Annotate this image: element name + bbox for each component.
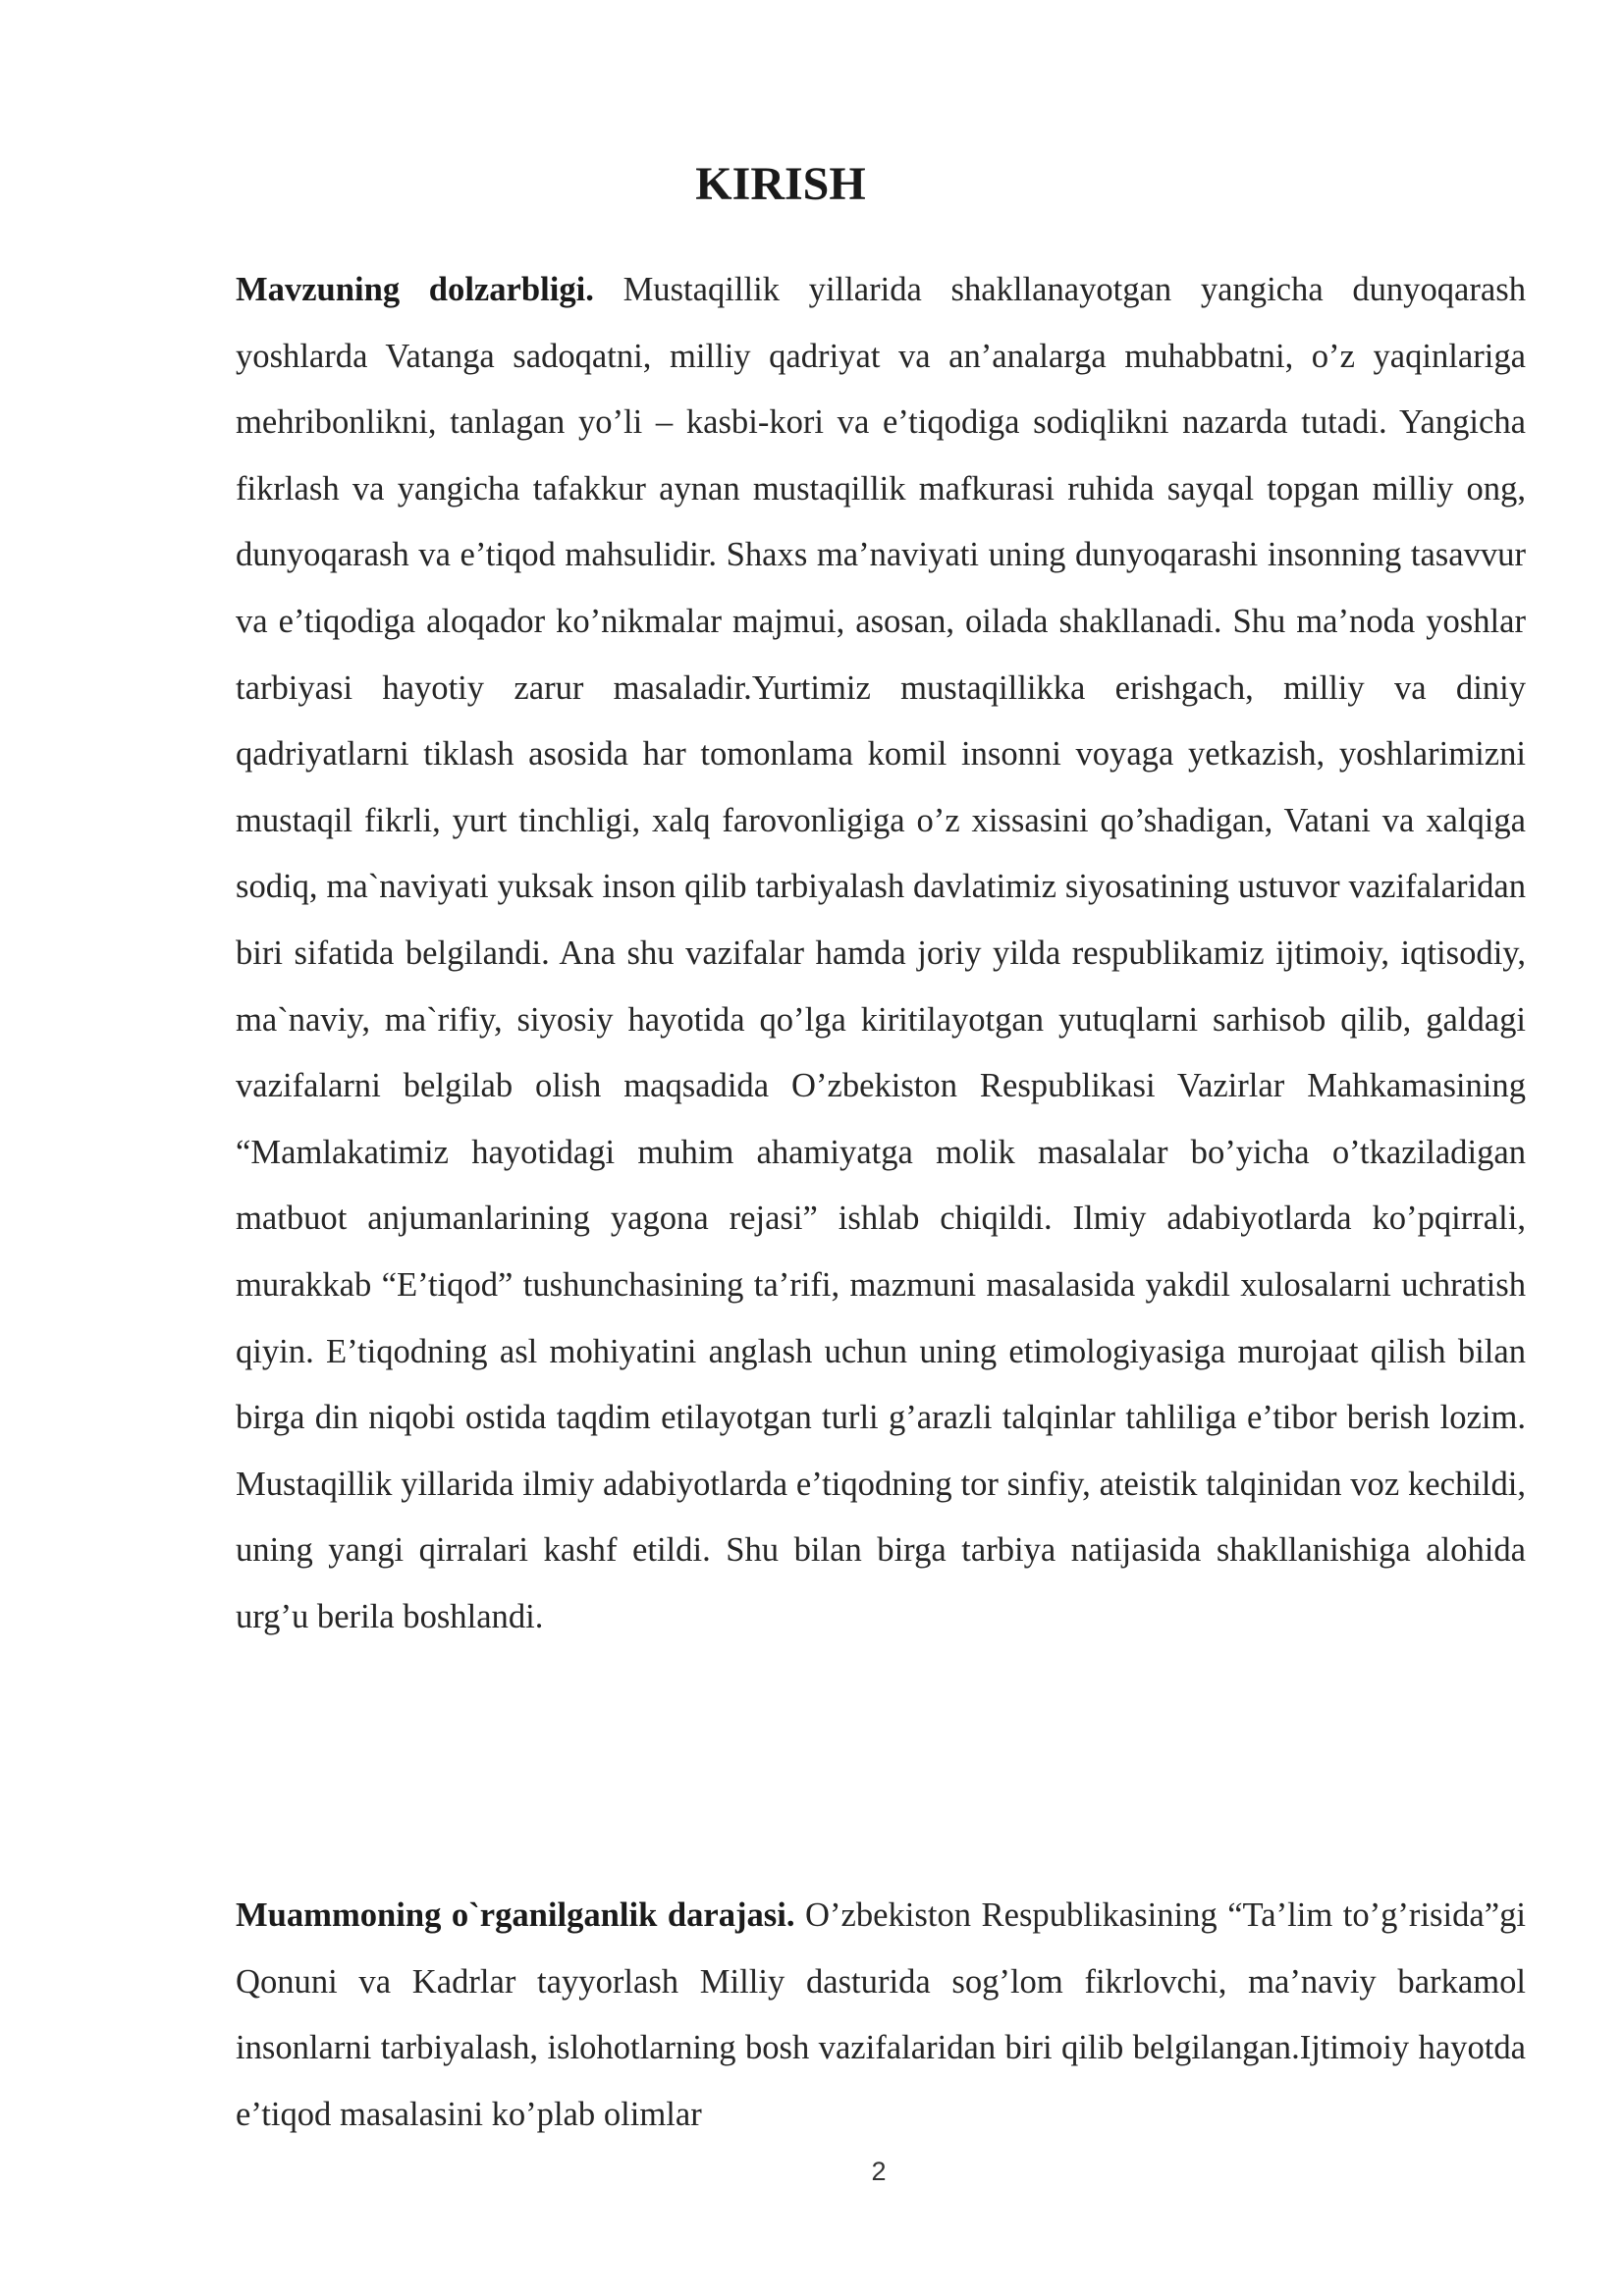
section-heading-study-degree: Muammoning o`rganilganlik darajasi.	[236, 1896, 795, 1934]
page-number: 2	[871, 2157, 887, 2186]
paragraph-study-degree-text: O’zbekiston Respublikasining “Ta’lim to’g’risida”gi Qonuni va Kadrlar tayyorlash Milliy dasturida sog’lom fikrlovchi, ma’naviy barkamol insonlarni tarbiyalash, islohotlarning bosh vazifalaridan biri qilib belgilangan.Ijtimoiy hayotda e’tiqod masalasini ko’plab olimlar	[236, 1896, 1527, 2133]
paragraph-relevance-text: Mustaqillik yillarida shakllanayotgan yangicha dunyoqarash yoshlarda Vatanga sadoqatni, milliy qadriyat va an’analarga muhabbatni, o’z yaqinlariga mehribonlikni, tanlagan yo’li – kasbi-kori va e’tiqodiga sodiqlikni nazarda tutadi. Yangicha fikrlash va yangicha tafakkur aynan mustaqillik mafkurasi ruhida sayqal topgan milliy ong, dunyoqarash va e’tiqod mahsulidir. Shaxs ma’naviyati uning dunyoqarashi insonning tasavvur va e’tiqodiga aloqador ko’nikmalar majmui, asosan, oilada shakllanadi. Shu ma’noda yoshlar tarbiyasi hayotiy zarur masaladir.Yurtimiz mustaqillikka erishgach, milliy va diniy qadriyatlarni tiklash asosida har tomonlama komil insonni voyaga yetkazish, yoshlarimizni mustaqil fikrli, yurt tinchligi, xalq farovonligiga o’z xissasini qo’shadigan, Vatani va xalqiga sodiq, ma`naviyati yuksak inson qilib tarbiyalash davlatimiz siyosatining ustuvor vazifalaridan biri sifatida belgilandi. Ana shu vazifalar hamda joriy yilda respublikamiz ijtimoiy, iqtisodiy, ma`naviy, ma`rifiy, siyosiy hayotida qo’lga kiritilayotgan yutuqlarni sarhisob qilib, galdagi vazifalarni belgilab olish maqsadida O’zbekiston Respublikasi Vazirlar Mahkamasining “Mamlakatimiz hayotidagi muhim ahamiyatga molik masalalar bo’yicha o’tkaziladigan matbuot anjumanlarining yagona rejasi” ishlab chiqildi. Ilmiy adabiyotlarda ko’pqirrali, murakkab “E’tiqod” tushunchasining ta’rifi, mazmuni masalasida yakdil xulosalarni uchratish qiyin. E’tiqodning asl mohiyatini anglash uchun uning etimologiyasiga murojaat qilish bilan birga din niqobi ostida taqdim etilayotgan turli g’arazli talqinlar tahliliga e’tibor berish lozim. Mustaqillik yillarida ilmiy adabiyotlarda e’tiqodning tor sinfiy, ateistik talqinidan voz kechildi, uning yangi qirralari kashf etildi. Shu bilan birga tarbiya natijasida shakllanishiga alohida urg’u berila boshlandi.	[236, 271, 1527, 1635]
paragraph-study-degree	[236, 1883, 1526, 2148]
page-title: KIRISH	[695, 158, 866, 210]
paragraph-relevance	[236, 257, 1526, 1650]
section-heading-relevance: Mavzuning dolzarbligi.	[236, 271, 594, 308]
